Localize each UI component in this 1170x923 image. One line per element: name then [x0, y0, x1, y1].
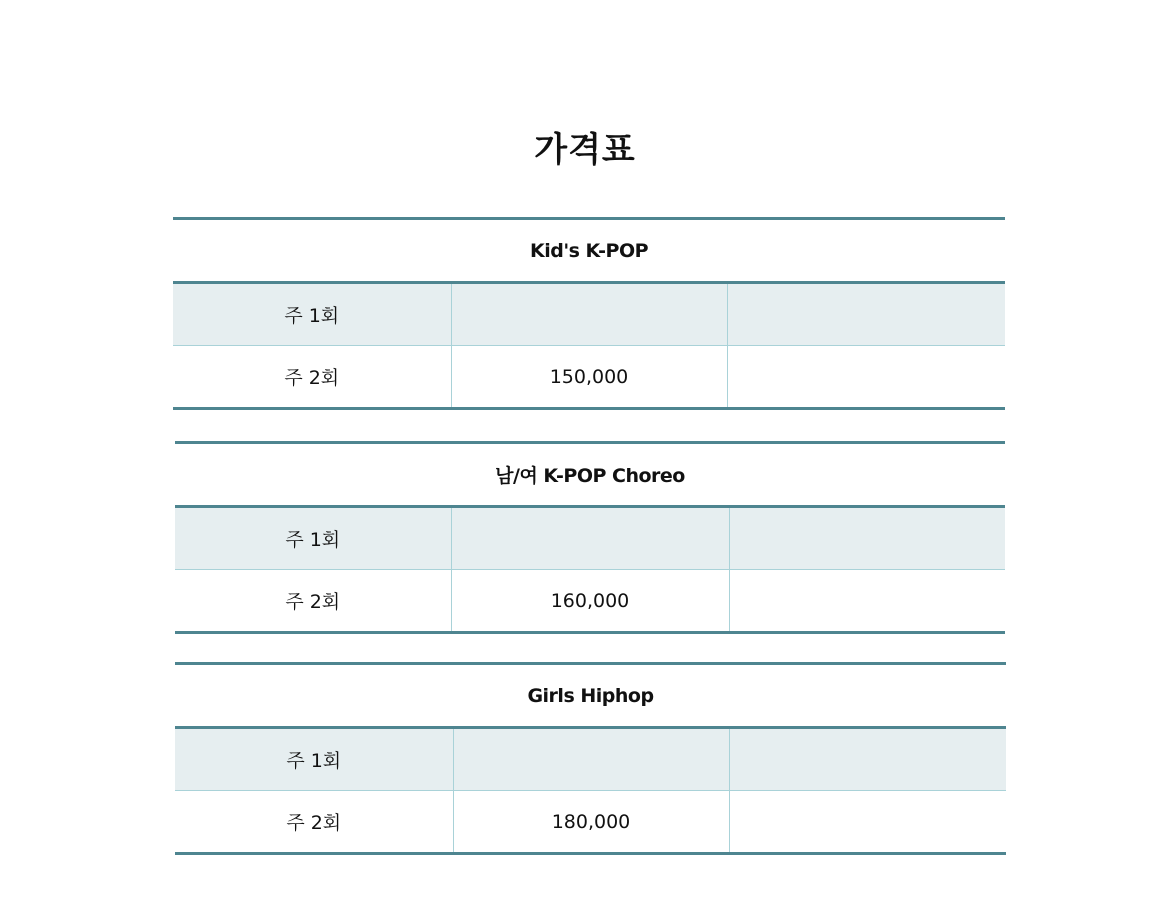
table-title: Kid's K-POP	[173, 219, 1005, 283]
frequency-label: 주 2회	[175, 570, 451, 633]
table-row	[175, 728, 1006, 791]
price-cell: 160,000	[451, 570, 729, 633]
price-table-kpop-choreo	[175, 441, 1005, 634]
table-row	[173, 283, 1005, 346]
extra-cell	[727, 283, 1005, 346]
table-title: 남/여 K-POP Choreo	[175, 443, 1005, 507]
extra-cell	[729, 570, 1005, 633]
frequency-label: 주 2회	[173, 346, 451, 409]
table-row	[175, 507, 1005, 570]
frequency-label: 주 1회	[175, 507, 451, 570]
frequency-label: 주 1회	[175, 728, 453, 791]
table-row	[175, 791, 1006, 854]
table-title: Girls Hiphop	[175, 664, 1006, 728]
price-cell	[453, 728, 729, 791]
price-table-kids-kpop	[173, 217, 1005, 410]
table-row	[175, 570, 1005, 633]
table-row	[173, 346, 1005, 409]
page-title: 가격표	[534, 130, 636, 170]
price-cell	[451, 507, 729, 570]
frequency-label: 주 2회	[175, 791, 453, 854]
extra-cell	[729, 728, 1006, 791]
extra-cell	[729, 507, 1005, 570]
price-cell	[451, 283, 727, 346]
frequency-label: 주 1회	[173, 283, 451, 346]
price-cell: 150,000	[451, 346, 727, 409]
extra-cell	[729, 791, 1006, 854]
extra-cell	[727, 346, 1005, 409]
price-table-girls-hiphop	[175, 662, 1006, 855]
price-cell: 180,000	[453, 791, 729, 854]
